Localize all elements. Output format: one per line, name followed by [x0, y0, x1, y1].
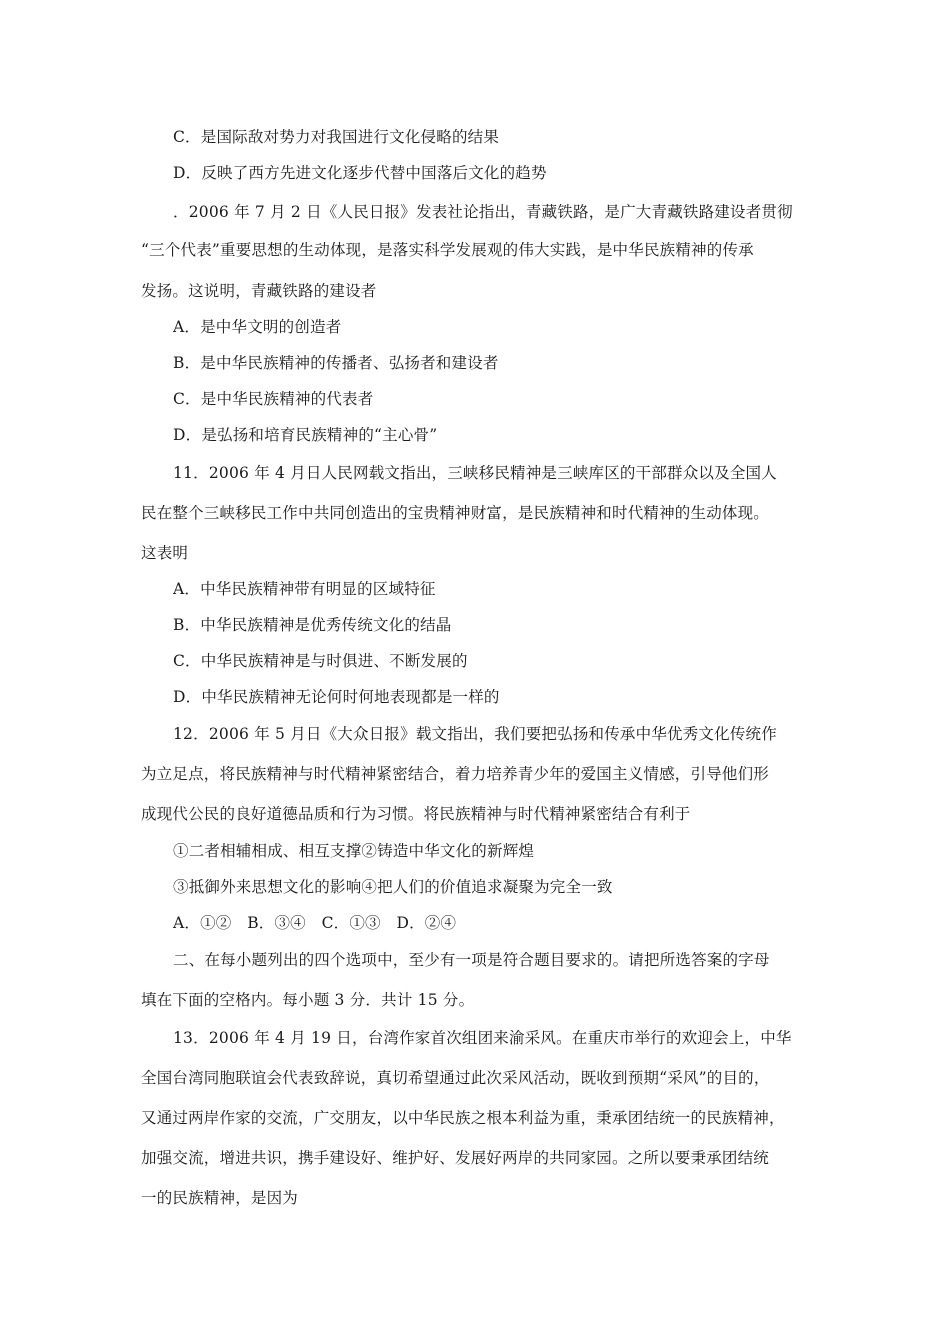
q11-option-d: D．中华民族精神无论何时何地表现都是一样的 [173, 688, 500, 706]
q13-stem-line-2: 全国台湾同胞联谊会代表致辞说，真切希望通过此次采风活动，既收到预期“采风”的目的， [141, 1069, 770, 1087]
q12-stem-line-1: 12．2006 年 5 月日《大众日报》载文指出，我们要把弘扬和传承中华优秀文化传统作 [173, 725, 777, 743]
q11-stem-line-2: 民在整个三峡移民工作中共同创造出的宝贵精神财富，是民族精神和时代精神的生动体现。 [141, 504, 770, 522]
q12-stem-line-2: 为立足点，将民族精神与时代精神紧密结合，着力培养青少年的爱国主义情感，引导他们形 [141, 765, 770, 783]
q9-option-d: D．反映了西方先进文化逐步代替中国落后文化的趋势 [173, 164, 547, 182]
q10-option-d: D．是弘扬和培育民族精神的“主心骨” [173, 426, 438, 444]
q13-stem-line-3: 又通过两岸作家的交流，广交朋友，以中华民族之根本利益为重，秉承团结统一的民族精神， [141, 1109, 785, 1127]
q11-option-c: C．中华民族精神是与时俱进、不断发展的 [173, 652, 468, 670]
q10-stem-line-3: 发扬。这说明，青藏铁路的建设者 [141, 282, 377, 300]
q13-stem-line-1: 13．2006 年 4 月 19 日，台湾作家首次组团来渝采风。在重庆市举行的欢迎会上，中华 [173, 1029, 792, 1047]
section-2-instruction-line-2: 填在下面的空格内。每小题 3 分．共计 15 分。 [141, 991, 475, 1009]
q10-option-b: B．是中华民族精神的传播者、弘扬者和建设者 [173, 354, 499, 372]
q10-stem-line-1: ．2006 年 7 月 2 日《人民日报》发表社论指出，青藏铁路，是广大青藏铁路建设者贯彻 [173, 203, 793, 221]
q13-stem-line-4: 加强交流，增进共识，携手建设好、维护好、发展好两岸的共同家园。之所以要秉承团结统 [141, 1149, 770, 1167]
section-2-instruction-line-1: 二、在每小题列出的四个选项中，至少有一项是符合题目要求的。请把所选答案的字母 [173, 951, 770, 969]
q12-statement-3-4: ③抵御外来思想文化的影响④把人们的价值追求凝聚为完全一致 [173, 878, 613, 896]
q11-option-b: B．中华民族精神是优秀传统文化的结晶 [173, 616, 452, 634]
q11-stem-line-1: 11．2006 年 4 月日人民网载文指出，三峡移民精神是三峡库区的干部群众以及全国人 [173, 464, 777, 482]
q12-stem-line-3: 成现代公民的良好道德品质和行为习惯。将民族精神与时代精神紧密结合有利于 [141, 805, 691, 823]
q10-stem-line-2: “三个代表”重要思想的生动体现，是落实科学发展观的伟大实践，是中华民族精神的传承 [141, 241, 754, 259]
q12-statement-1-2: ①二者相辅相成、相互支撑②铸造中华文化的新辉煌 [173, 842, 535, 860]
q12-options: A．①② B．③④ C．①③ D．②④ [173, 914, 457, 932]
q11-option-a: A．中华民族精神带有明显的区域特征 [173, 580, 436, 598]
q10-option-a: A．是中华文明的创造者 [173, 318, 342, 336]
q10-option-c: C．是中华民族精神的代表者 [173, 390, 374, 408]
q13-stem-line-5: 一的民族精神，是因为 [141, 1189, 299, 1207]
q9-option-c: C．是国际敌对势力对我国进行文化侵略的结果 [173, 128, 500, 146]
q11-stem-line-3: 这表明 [141, 544, 189, 562]
